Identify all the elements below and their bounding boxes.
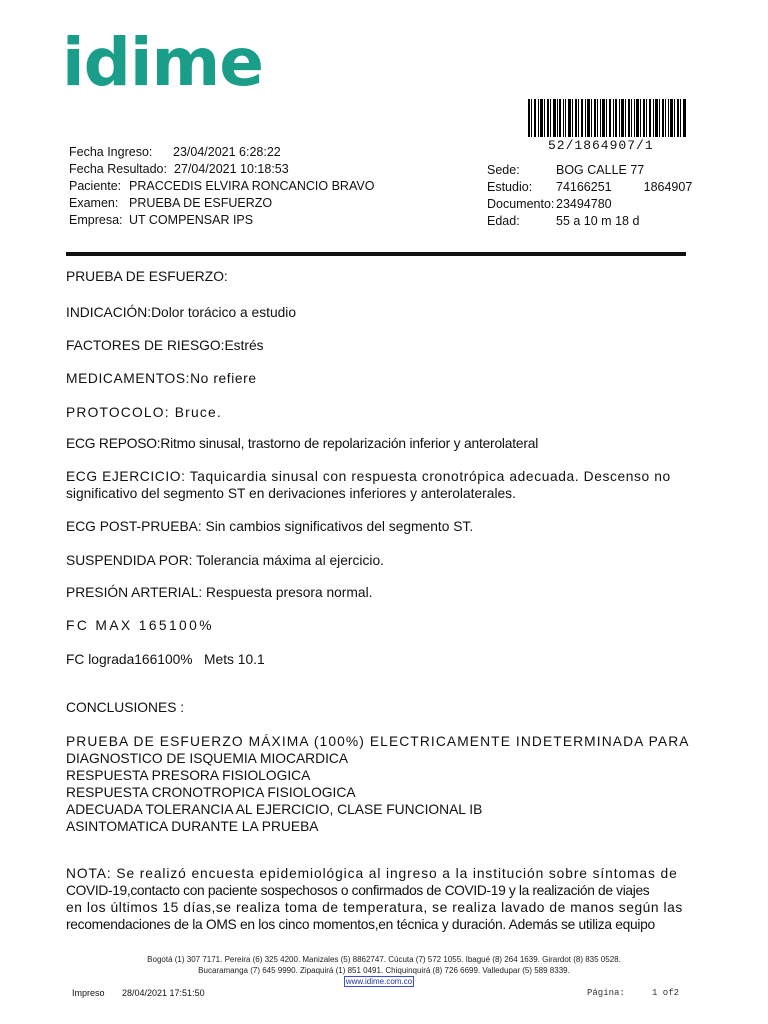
examen-row xyxy=(69,195,374,212)
ecg-reposo: ECG REPOSO:Ritmo sinusal, trastorno de repolarización inferior y anterolateral xyxy=(66,436,539,451)
paciente-label: Paciente: xyxy=(69,179,122,193)
header-divider xyxy=(66,252,686,256)
estudio-row xyxy=(487,179,692,196)
sede-value: BOG CALLE 77 xyxy=(556,163,645,177)
nota-line: en los últimos 15 días,se realiza toma de temperatura, se realiza lavado de manos según las xyxy=(66,900,683,915)
fecha-ingreso-row xyxy=(69,144,374,161)
header-patient-info xyxy=(69,144,374,229)
examen-label: Examen: xyxy=(69,196,119,210)
empresa-label: Empresa: xyxy=(69,213,123,227)
factores-riesgo: FACTORES DE RIESGO:Estrés xyxy=(66,338,264,353)
conclusiones-list xyxy=(66,733,690,835)
nota-line: recomendaciones de la OMS en los cinco momentos,en técnica y duración. Además se utiliza equipo xyxy=(66,917,655,932)
conclusiones-title: CONCLUSIONES : xyxy=(66,700,185,715)
conclusion-item: ADECUADA TOLERANCIA AL EJERCICIO, CLASE FUNCIONAL IB xyxy=(66,802,483,817)
empresa-row xyxy=(69,212,374,229)
edad-value: 55 a 10 m 18 d xyxy=(556,214,640,228)
sede-label: Sede: xyxy=(487,163,520,177)
nota-line: NOTA: Se realizó encuesta epidemiológica al ingreso a la institución sobre síntomas de xyxy=(66,866,678,881)
fecha-ingreso-value: 23/04/2021 6:28:22 xyxy=(173,145,281,159)
conclusion-item: RESPUESTA PRESORA FISIOLOGICA xyxy=(66,768,311,783)
nota-line: COVID-19,contacto con paciente sospechosos o confirmados de COVID-19 y la realización de viajes xyxy=(66,883,650,898)
ecg-ejercicio-line1: ECG EJERCICIO: Taquicardia sinusal con respuesta cronotrópica adecuada. Descenso no xyxy=(66,469,671,484)
idime-logo: idime xyxy=(62,24,264,101)
edad-row xyxy=(487,213,692,230)
examen-value: PRUEBA DE ESFUERZO xyxy=(129,196,273,210)
fecha-ingreso-label: Fecha Ingreso: xyxy=(69,145,153,159)
indicacion: INDICACIÓN:Dolor torácico a estudio xyxy=(66,305,297,320)
medicamentos: MEDICAMENTOS:No refiere xyxy=(66,371,257,386)
documento-row xyxy=(487,196,692,213)
fc-max: FC MAX 165100% xyxy=(66,618,214,633)
header-study-info xyxy=(487,162,692,230)
website-link[interactable]: www.idime.com.co xyxy=(345,977,413,986)
fecha-resultado-label: Fecha Resultado: xyxy=(69,162,167,176)
fc-lograda: FC lograda166100% Mets 10.1 xyxy=(66,652,265,667)
conclusion-item: DIAGNOSTICO DE ISQUEMIA MIOCARDICA xyxy=(66,751,349,766)
fecha-resultado-row xyxy=(69,161,374,178)
estudio-order-number: 1864907 xyxy=(643,180,693,194)
impreso-date: 28/04/2021 17:51:50 xyxy=(122,988,205,998)
footer-address-line2: Bucaramanga (7) 645 9990. Zipaquirá (1) 851 0491. Chiquinquirá (8) 726 6699. Valledupar (5) 589 8339. xyxy=(198,966,570,975)
edad-label: Edad: xyxy=(487,214,520,228)
presion-arterial: PRESIÓN ARTERIAL: Respuesta presora normal. xyxy=(66,585,373,600)
estudio-label: Estudio: xyxy=(487,180,533,194)
conclusion-item: PRUEBA DE ESFUERZO MÁXIMA (100%) ELECTRICAMENTE INDETERMINADA PARA xyxy=(66,734,690,749)
protocolo: PROTOCOLO: Bruce. xyxy=(66,405,222,420)
nota-covid xyxy=(66,865,683,933)
documento-value: 23494780 xyxy=(556,197,612,211)
sede-row xyxy=(487,162,692,179)
paciente-value: PRACCEDIS ELVIRA RONCANCIO BRAVO xyxy=(129,179,375,193)
paciente-row xyxy=(69,178,374,195)
report-title: PRUEBA DE ESFUERZO: xyxy=(66,269,228,284)
conclusion-item: RESPUESTA CRONOTROPICA FISIOLOGICA xyxy=(66,785,356,800)
suspendida-por: SUSPENDIDA POR: Tolerancia máxima al ejercicio. xyxy=(66,553,384,568)
footer-address-line1: Bogotá (1) 307 7171. Pereira (6) 325 4200. Manizales (5) 8862747. Cúcuta (7) 572 1055. Ibagué (8) 264 1639. Girardot (8) 835 0528. xyxy=(147,955,621,964)
pagina-label: Página: xyxy=(587,988,625,998)
barcode-number: 52/1864907/1 xyxy=(548,138,654,153)
barcode xyxy=(528,99,686,137)
empresa-value: UT COMPENSAR IPS xyxy=(129,213,254,227)
ecg-ejercicio-line2: significativo del segmento ST en derivaciones inferiores y anterolaterales. xyxy=(66,486,516,501)
fecha-resultado-value: 27/04/2021 10:18:53 xyxy=(174,162,289,176)
conclusion-item: ASINTOMATICA DURANTE LA PRUEBA xyxy=(66,819,319,834)
ecg-post-prueba: ECG POST-PRUEBA: Sin cambios significativos del segmento ST. xyxy=(66,519,474,534)
page-number: 1 of2 xyxy=(652,988,680,998)
estudio-value: 74166251 xyxy=(556,180,612,194)
impreso-label: Impreso xyxy=(72,988,105,998)
documento-label: Documento: xyxy=(487,197,555,211)
